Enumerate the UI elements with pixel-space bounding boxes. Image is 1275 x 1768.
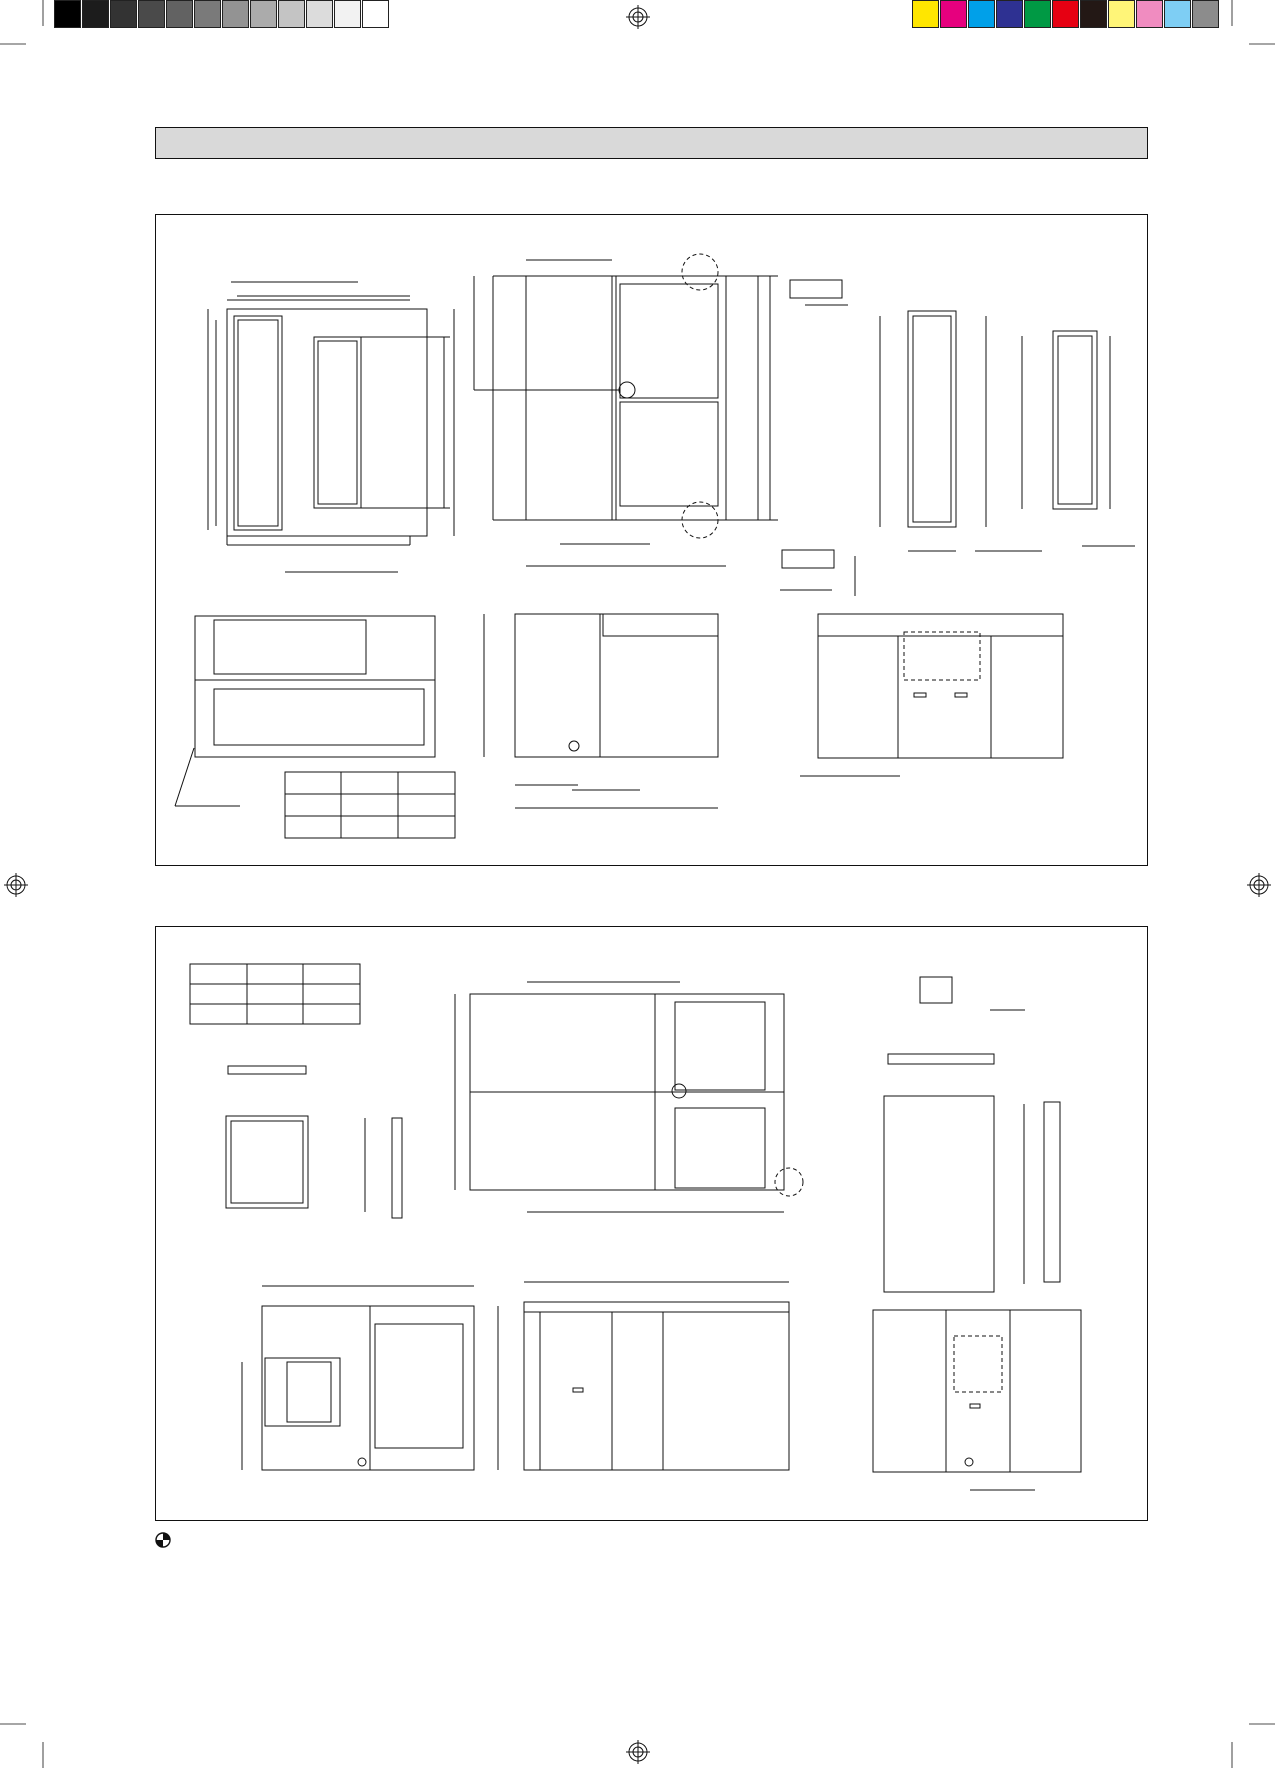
top-front-view [208,282,454,572]
top-plan-view [474,254,778,566]
top-front-elevation [175,616,435,806]
bottom-front-elevation [524,1282,789,1470]
registration-mark-top [626,5,650,29]
top-side-elevation [484,614,718,808]
bottom-duct-flange-left [226,1066,402,1218]
bottom-side-elevation [242,1286,498,1470]
top-table [285,772,455,838]
registration-mark-left [4,873,28,897]
top-detail-brackets [780,280,855,596]
bottom-table [190,964,360,1024]
half-filled-circle-icon [155,1532,171,1548]
bottom-plan-view [455,982,803,1212]
top-side-flanges [880,311,1135,551]
registration-mark-bottom [626,1740,650,1764]
top-rear-elevation [800,614,1063,776]
bottom-detail-brackets [884,977,1060,1292]
bottom-rear-elevation [873,1310,1081,1490]
registration-mark-right [1247,873,1271,897]
